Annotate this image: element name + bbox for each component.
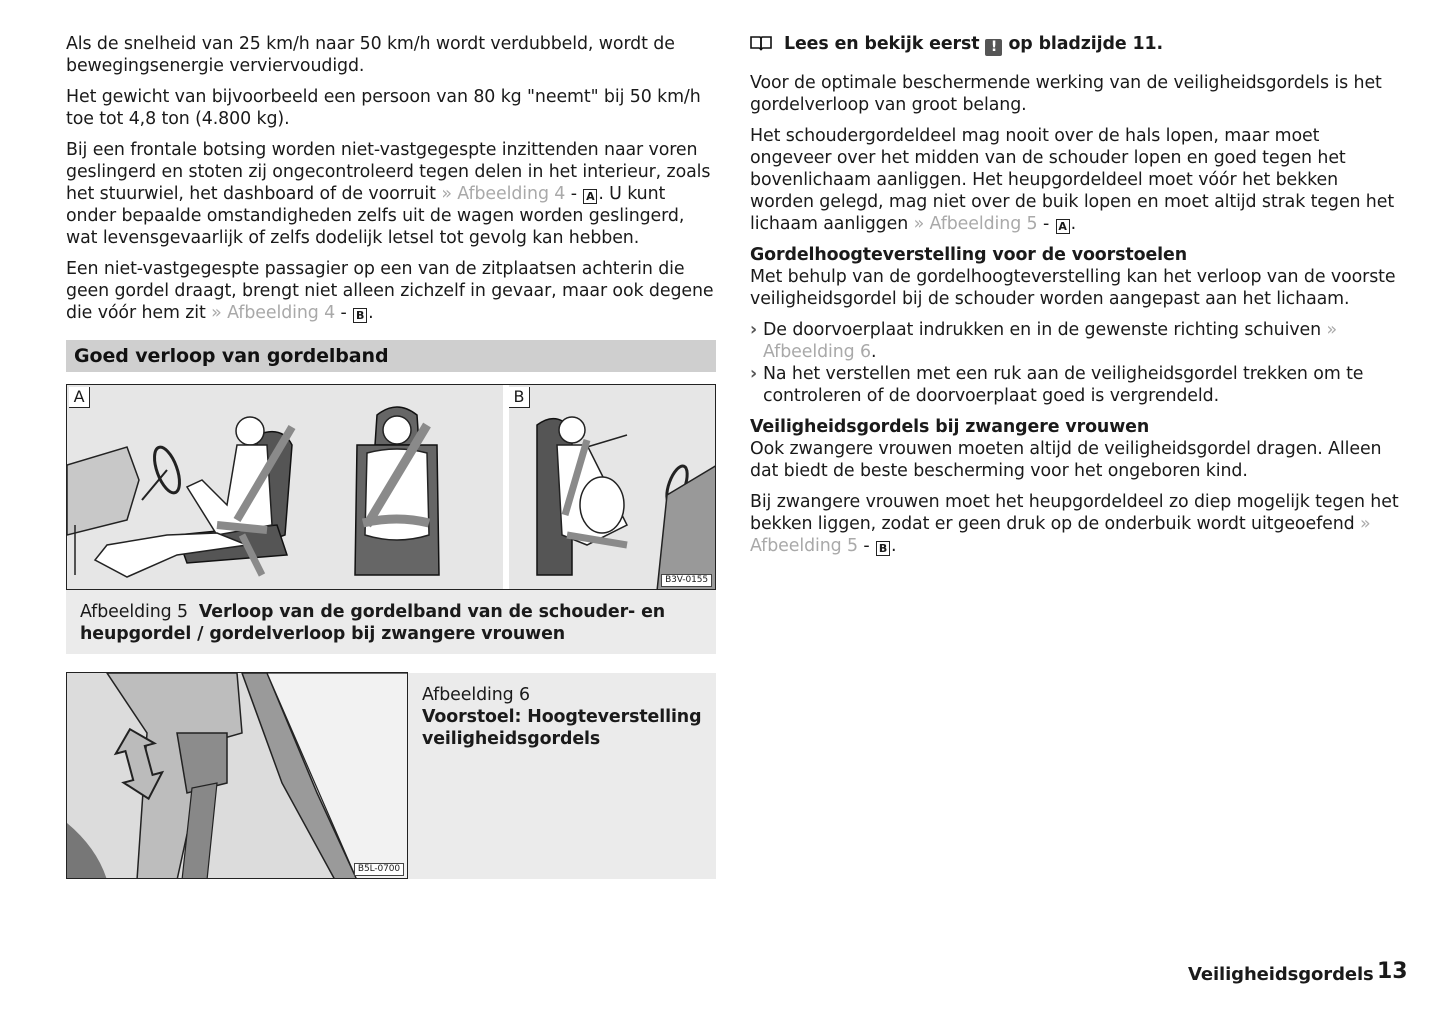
panel-a-label: A: [69, 387, 90, 408]
text: Bij een frontale botsing worden niet-vastgegespte inzittenden naar voren geslingerd en stoten zij ongecontroleerd tegen delen in het interieur, zoals het stuurwiel, het dashboard of de voorruit: [66, 140, 711, 204]
text: De doorvoerplaat indrukken en in de gewenste richting schuiven: [763, 320, 1327, 340]
text: Een niet-vastgegespte passagier op een van de zitplaatsen achterin die geen gordel draagt, brengt niet alleen zichzelf in gevaar, maar ook degene die vóór hem zit: [66, 259, 714, 323]
paragraph-weight: Het gewicht van bijvoorbeeld een persoon van 80 kg "neemt" bij 50 km/h toe tot 4,8 ton (4.800 kg).: [66, 87, 701, 129]
text: .: [1070, 214, 1076, 234]
label-a-box: A: [1056, 219, 1070, 234]
label-b-box: B: [876, 541, 890, 556]
text: Na het verstellen met een ruk aan de veiligheidsgordel trekken om te controleren of de doorvoerplaat goed is vergrendeld.: [763, 364, 1364, 406]
separator: -: [335, 303, 353, 323]
paragraph-rear-passenger: [66, 258, 716, 324]
text: Het schoudergordeldeel mag nooit over de hals lopen, maar moet ongeveer over het midden van de schouder lopen en goed tegen het bovenlichaam aanliggen. Het heupgordeldeel moet vóór het bekken worden gelegd, mag niet over de buik lopen en moet altijd strak tegen het lichaam aanliggen: [750, 126, 1395, 234]
read-first-note: [750, 33, 1405, 56]
figure-6-code: B5L-0700: [354, 863, 404, 876]
separator: -: [858, 536, 876, 556]
list-item: [750, 319, 1405, 363]
label-b-box: B: [353, 308, 367, 323]
figure-4-link[interactable]: » Afbeelding 4: [211, 303, 336, 323]
section-title: Goed verloop van gordelband: [74, 345, 389, 367]
text: .: [891, 536, 897, 556]
caption-prefix: Afbeelding 5: [80, 602, 188, 622]
read-first-page: op bladzijde 11.: [1008, 34, 1164, 54]
left-column: [66, 33, 716, 333]
caption-prefix: Afbeelding 6: [422, 685, 530, 705]
book-icon: [750, 35, 772, 51]
separator: -: [1037, 214, 1055, 234]
paragraph-belt-routing: Voor de optimale beschermende werking van de veiligheidsgordels is het gordelverloop van groot belang.: [750, 73, 1382, 115]
separator: -: [565, 184, 583, 204]
figure-6-illustration: [66, 672, 408, 879]
chevron-right-icon: ›: [750, 320, 758, 340]
paragraph-shoulder-belt: [750, 125, 1405, 235]
paragraph-pregnant-women: Ook zwangere vrouwen moeten altijd de veiligheidsgordel dragen. Alleen dat biedt de beste bescherming voor het ongeboren kind.: [750, 439, 1382, 481]
warning-icon: !: [985, 39, 1002, 56]
footer-chapter-title: Veiligheidsgordels: [1188, 964, 1374, 985]
figure-5-caption: [66, 590, 716, 654]
caption-text: Verloop van de gordelband van de schouder- en heupgordel / gordelverloop bij zwangere vrouwen: [80, 602, 666, 644]
text: .: [871, 342, 877, 362]
label-a-box: A: [583, 189, 597, 204]
subheading-pregnant-women: Veiligheidsgordels bij zwangere vrouwen: [750, 417, 1150, 437]
list-item: [750, 363, 1405, 407]
figure-5-illustration: [66, 384, 716, 590]
section-header: [66, 340, 716, 372]
figure-4-link[interactable]: » Afbeelding 4: [441, 184, 566, 204]
figure-5-link[interactable]: » Afbeelding 5: [913, 214, 1038, 234]
text: . U kunt onder bepaalde omstandigheden zelfs uit de wagen worden geslingerd, wat levensgevaarlijk of zelfs dodelijk letsel tot gevolg kan hebben.: [66, 184, 685, 248]
read-first-text: Lees en bekijk eerst: [784, 34, 980, 54]
seatbelt-illustration: [67, 385, 716, 590]
right-column: [750, 33, 1405, 566]
panel-b-label: B: [509, 387, 530, 408]
chevron-right-icon: ›: [750, 364, 758, 384]
paragraph-height-adjustment: Met behulp van de gordelhoogteverstelling kan het verloop van de voorste veiligheidsgordel bij de schouder worden aangepast aan het lichaam.: [750, 267, 1396, 309]
figure-5-code: B3V-0155: [661, 574, 712, 587]
subheading-height-adjustment: Gordelhoogteverstelling voor de voorstoelen: [750, 245, 1187, 265]
paragraph-lap-belt-pregnant: [750, 491, 1405, 557]
caption-text: Voorstoel: Hoogteverstelling veiligheidsgordels: [422, 707, 702, 749]
belt-height-adjuster-illustration: [67, 673, 408, 879]
paragraph-energy: Als de snelheid van 25 km/h naar 50 km/h wordt verdubbeld, wordt de bewegingsenergie verviervoudigd.: [66, 34, 675, 76]
figure-6-caption: [408, 673, 716, 879]
figure-5-link[interactable]: » Afbeelding 5: [750, 514, 1371, 556]
text: Bij zwangere vrouwen moet het heupgordeldeel zo diep mogelijk tegen het bekken liggen, zodat er geen druk op de onderbuik wordt uitgeoefend: [750, 492, 1399, 534]
text: .: [368, 303, 374, 323]
page-number: 13: [1377, 959, 1408, 984]
paragraph-frontal-crash: [66, 139, 716, 249]
figure-6-link[interactable]: » Afbeelding 6: [763, 320, 1338, 362]
